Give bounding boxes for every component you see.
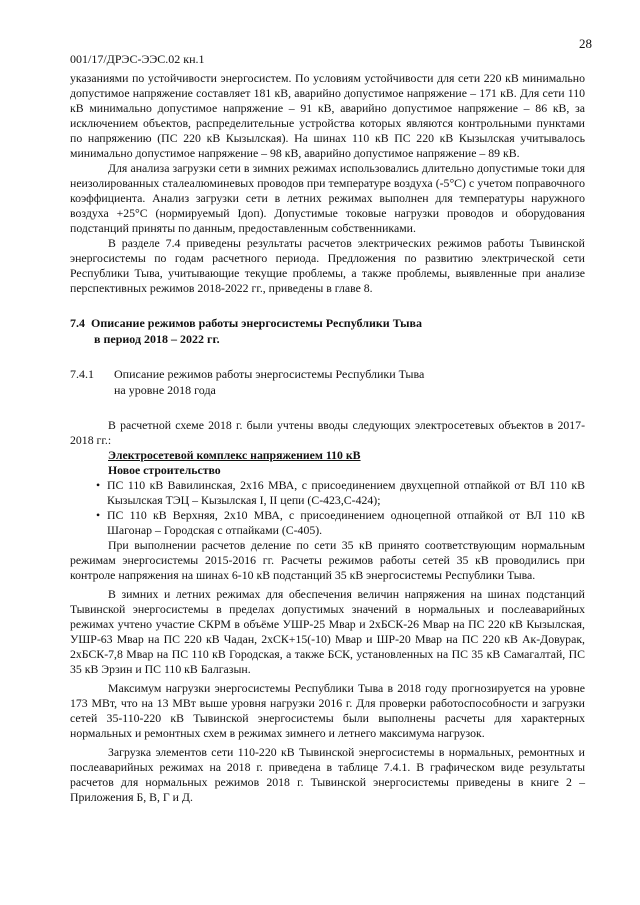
new-construction-heading: Новое строительство — [108, 463, 221, 477]
paragraph-section-ref: В разделе 7.4 приведены результаты расчетов электрических режимов работы Тывинской энергосистемы по годам расчетного периода. Предложения по развитию электрической сети Республики Тыва, учитывающие текущие проблемы, а также проблемы, выявленные при анализе перспективных режимов 2018-2022 гг., приведены в главе 8. — [70, 236, 585, 295]
paragraph-table-ref: Загрузка элементов сети 110-220 кВ Тывинской энергосистемы в нормальных, ремонтных и послеаварийных режимах на 2018 г. приведена в таблице 7.4.1. В графическом виде результаты расчетов для нормальных режимов 2018 г. Тывинской энергосистемы приведены в книге 2 – Приложения Б, В, Г и Д. — [70, 745, 585, 804]
paragraph-max-load: Максимум нагрузки энергосистемы Республики Тыва в 2018 году прогнозируется на уровне 173 МВт, что на 13 МВт выше уровня нагрузки 2016 г. Для проверки работоспособности и загрузки сетей 35-110-220 кВ Тывинской энергосистемы были выполнены расчеты для характерных нормальных и ремонтных схем в режимах зимнего и летнего максимума нагрузок. — [70, 681, 585, 740]
document-id: 001/17/ДРЭС-ЭЭС.02 кн.1 — [70, 52, 205, 66]
subsection-heading-7-4-1 — [70, 366, 585, 398]
list-item-text: ПС 110 кВ Верхняя, 2х10 МВА, с присоединением одноцепной отпайкой от ВЛ 110 кВ Шагонар – Городская с отпайками (С-405). — [107, 508, 585, 537]
bullet-icon: • — [96, 508, 101, 522]
section-number: 7.4 — [70, 316, 85, 330]
section-heading-7-4 — [70, 315, 585, 347]
bullet-icon: • — [96, 478, 101, 492]
paragraph-stability: указаниями по устойчивости энергосистем. По условиям устойчивости для сети 220 кВ минимально допустимое напряжение составляет 181 кВ, аварийно допустимое напряжение – 171 кВ. Для сети 110 кВ минимально допустимое напряжение – 91 кВ, аварийно допустимое напряжение – 86 кВ, за исключением объектов, распределительные устройства которых являются контрольными пунктами по напряжению (ПС 220 кВ Кызылская). На шинах 110 кВ ПС 220 кВ Кызылская учитывалось минимально допустимое напряжение – 98 кВ, аварийно допустимое напряжение – 89 кВ. — [70, 71, 585, 160]
section-title-line2: в период 2018 – 2022 гг. — [94, 332, 220, 346]
complex-heading: Электросетевой комплекс напряжением 110 кВ — [108, 448, 361, 462]
paragraph-voltage-control: В зимних и летних режимах для обеспечения величин напряжения на шинах подстанций Тывинской энергосистемы в пределах допустимых значений в нормальных и послеаварийных режимах учтено участие СКРМ в объёме УШР-25 Мвар и 2хБСК-26 Мвар на ПС 220 кВ Кызылская, УШР-63 Мвар на ПС 220 кВ Чадан, 2хСК+15(-10) Мвар и ШР-20 Мвар на ПС 220 кВ Ак-Довурак, 2хБСК-7,8 Мвар на ПС 110 кВ Городская, а также БСК, установленных на ПС 35 кВ Самагалтай, ПС 35 кВ Эрзин и ПС 110 кВ Балгазын. — [70, 587, 585, 676]
section-title-line1: Описание режимов работы энергосистемы Республики Тыва — [91, 316, 422, 330]
paragraph-scheme-2018: В расчетной схеме 2018 г. были учтены вводы следующих электросетевых объектов в 2017-2018 гг.: — [70, 418, 585, 447]
list-item-text: ПС 110 кВ Вавилинская, 2х16 МВА, с присоединением двухцепной отпайкой от ВЛ 110 кВ Кызылская ТЭЦ – Кызылская I, II цепи (С-423,С-424); — [107, 478, 585, 507]
page-number: 28 — [579, 36, 592, 51]
subsection-number: 7.4.1 — [70, 367, 94, 381]
list-item — [70, 478, 585, 508]
list-item — [70, 508, 585, 538]
subsection-title-line1: Описание режимов работы энергосистемы Республики Тыва — [114, 367, 425, 381]
document-body — [70, 71, 585, 805]
paragraph-35kv-division: При выполнении расчетов деление по сети 35 кВ принято соответствующим нормальным режимам энергосистемы 2015-2016 гг. Расчеты режимов работы сетей 35 кВ проводились при контроле напряжения на шинах 6-10 кВ подстанций 35 кВ энергосистемы Республики Тыва. — [70, 538, 585, 582]
subsection-title-line2: на уровне 2018 года — [114, 383, 216, 397]
paragraph-loading-analysis: Для анализа загрузки сети в зимних режимах использовались длительно допустимые токи для неизолированных сталеалюминевых проводов при температуре воздуха (-5°С) с учетом поправочного коэффициента. Анализ загрузки сети в летних режимах выполнен для температуры наружного воздуха +25°С (нормируемый Iдоп). Допустимые токовые нагрузки проводов и оборудования подстанций приняты по данным, предоставленным собственниками. — [70, 161, 585, 235]
